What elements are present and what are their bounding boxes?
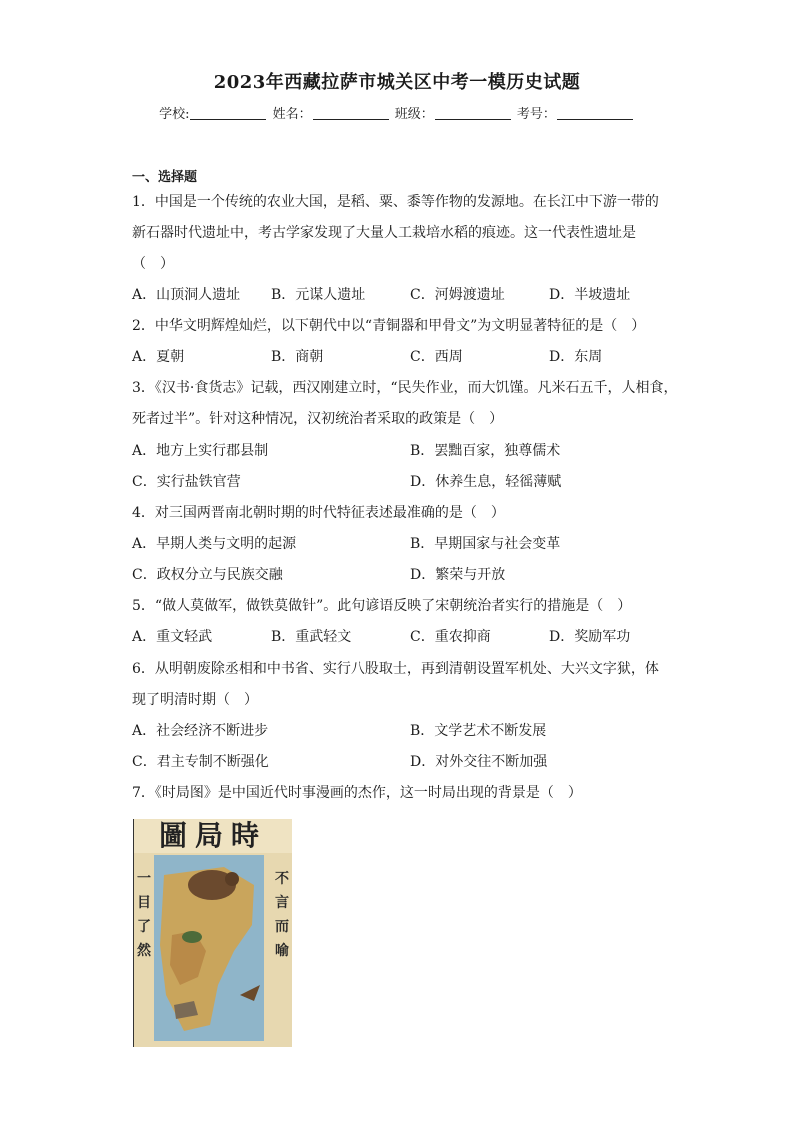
right-char-1: 不 — [275, 871, 289, 887]
question-6-line-2: 现了明清时期（ ） — [132, 692, 258, 708]
section-title: 一、选择题 — [132, 170, 198, 185]
question-3-option-d[interactable]: D．休养生息，轻徭薄赋 — [410, 474, 562, 490]
question-4-line-1: 4．对三国两晋南北朝时期的时代特征表述最准确的是（ ） — [132, 505, 505, 521]
question-2-line-1: 2．中华文明辉煌灿烂，以下朝代中以“青铜器和甲骨文”为文明显著特征的是（ ） — [132, 318, 646, 334]
question-6-option-b[interactable]: B．文学艺术不断发展 — [410, 723, 547, 739]
right-char-2: 言 — [275, 895, 289, 911]
question-1-line-3: （ ） — [132, 256, 174, 272]
question-3-option-b[interactable]: B．罢黜百家，独尊儒术 — [410, 443, 561, 459]
question-1-option-d[interactable]: D．半坡遗址 — [549, 287, 631, 303]
question-4-option-a[interactable]: A．早期人类与文明的起源 — [132, 536, 297, 552]
question-1-option-a[interactable]: A．山顶洞人遗址 — [132, 287, 241, 303]
left-char-1: 一 — [137, 871, 151, 887]
question-5-line-1: 5．“做人莫做军，做铁莫做针”。此句谚语反映了宋朝统治者实行的措施是（ ） — [132, 598, 632, 614]
right-char-3: 而 — [275, 919, 289, 935]
question-5-option-a[interactable]: A．重文轻武 — [132, 629, 213, 645]
question-7-line-1: 7．《时局图》是中国近代时事漫画的杰作，这一时局出现的背景是（ ） — [132, 785, 582, 801]
question-1-line-2: 新石器时代遗址中，考古学家发现了大量人工栽培水稻的痕迹。这一代表性遗址是 — [132, 225, 636, 241]
question-6-option-c[interactable]: C．君主专制不断强化 — [132, 754, 269, 770]
school-blank[interactable] — [190, 107, 266, 120]
question-5-option-d[interactable]: D．奖励军功 — [549, 629, 631, 645]
question-6-option-a[interactable]: A．社会经济不断进步 — [132, 723, 269, 739]
class-blank[interactable] — [435, 107, 511, 120]
question-2-option-a[interactable]: A．夏朝 — [132, 349, 185, 365]
question-6-option-d[interactable]: D．对外交往不断加强 — [410, 754, 548, 770]
left-char-2: 目 — [137, 895, 151, 911]
right-char-4: 喻 — [275, 943, 289, 959]
question-4-option-c[interactable]: C．政权分立与民族交融 — [132, 567, 283, 583]
name-blank[interactable] — [313, 107, 389, 120]
question-1-option-b[interactable]: B．元谋人遗址 — [271, 287, 366, 303]
left-char-4: 然 — [137, 943, 151, 959]
question-2-option-c[interactable]: C．西周 — [410, 349, 463, 365]
name-label: 姓名： — [272, 107, 312, 122]
cartoon-banner-title: 圖局時 — [134, 819, 292, 853]
cartoon-left-caption — [136, 867, 152, 963]
question-3-option-c[interactable]: C．实行盐铁官营 — [132, 474, 241, 490]
page-title: 2023年西藏拉萨市城关区中考一模历史试题 — [213, 72, 581, 93]
exam-number-label: 考号： — [516, 107, 556, 122]
cartoon-right-caption — [274, 867, 290, 963]
bear-head-icon — [225, 872, 239, 886]
question-5-option-b[interactable]: B．重武轻文 — [271, 629, 352, 645]
question-1-option-c[interactable]: C．河姆渡遗址 — [410, 287, 505, 303]
class-label: 班级： — [394, 107, 434, 122]
left-char-3: 了 — [137, 919, 151, 935]
question-5-option-c[interactable]: C．重农抑商 — [410, 629, 491, 645]
question-2-option-d[interactable]: D．东周 — [549, 349, 603, 365]
shiju-tu-cartoon-image — [133, 819, 292, 1047]
question-4-option-b[interactable]: B．早期国家与社会变革 — [410, 536, 561, 552]
question-6-line-1: 6．从明朝废除丞相和中书省、实行八股取士，再到清朝设置军机处、大兴文字狱，体 — [132, 661, 659, 677]
question-4-option-d[interactable]: D．繁荣与开放 — [410, 567, 506, 583]
school-label: 学校: — [159, 107, 190, 122]
question-3-line-1: 3．《汉书·食货志》记载，西汉刚建立时，“民失作业，而大饥馑。凡米石五千，人相食， — [132, 380, 678, 396]
question-1-line-1: 1．中国是一个传统的农业大国，是稻、粟、黍等作物的发源地。在长江中下游一带的 — [132, 194, 659, 210]
dog-figure-icon — [182, 931, 202, 943]
question-2-option-b[interactable]: B．商朝 — [271, 349, 324, 365]
cartoon-map-drawing — [154, 855, 264, 1041]
exam-number-blank[interactable] — [557, 107, 633, 120]
question-3-option-a[interactable]: A．地方上实行郡县制 — [132, 443, 269, 459]
question-3-line-2: 死者过半”。针对这种情况，汉初统治者采取的政策是（ ） — [132, 411, 504, 427]
student-info-line — [0, 103, 794, 122]
